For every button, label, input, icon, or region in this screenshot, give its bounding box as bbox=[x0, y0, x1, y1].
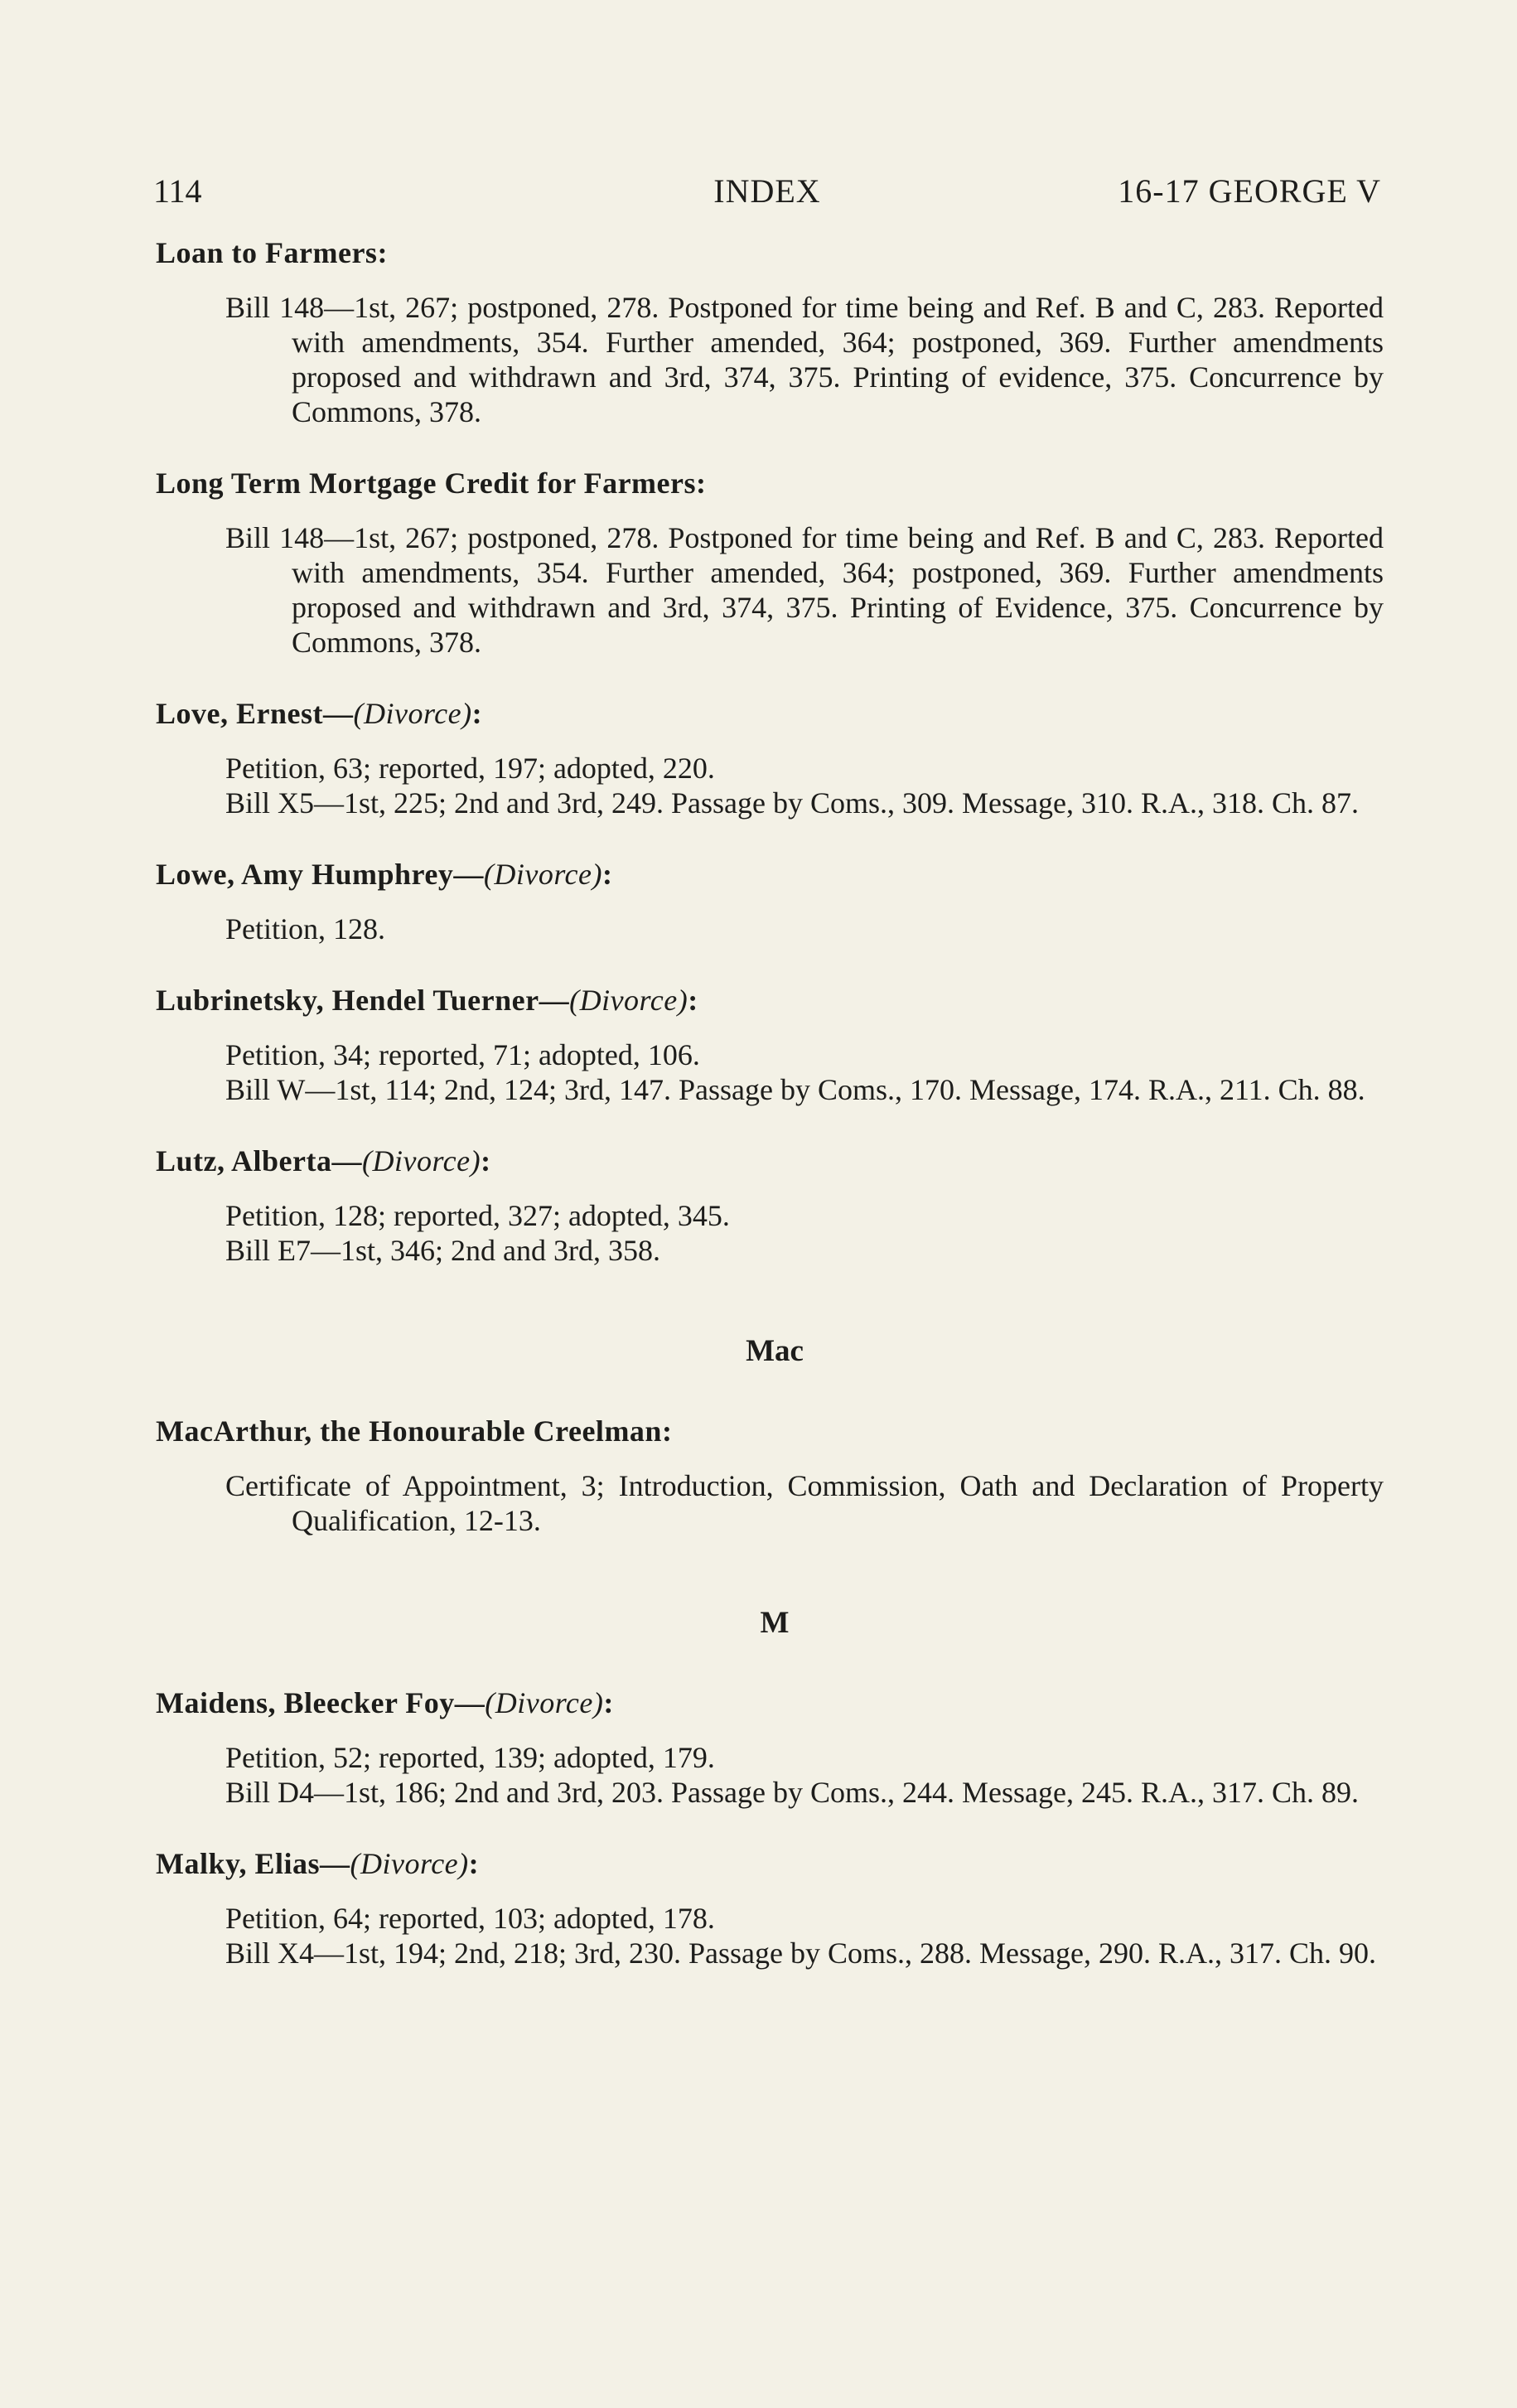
entry-colon: : bbox=[603, 1686, 614, 1719]
entry-heading bbox=[156, 694, 1384, 733]
entry-colon: : bbox=[471, 697, 483, 730]
entry-line: Bill X5—1st, 225; 2nd and 3rd, 249. Passage by Coms., 309. Message, 310. R.A., 318. Ch. 87. bbox=[225, 786, 1359, 820]
entry-heading bbox=[156, 1845, 1384, 1883]
entry-line: Petition, 128. bbox=[225, 912, 386, 945]
page-number: 114 bbox=[153, 172, 202, 210]
index-entry-maidens bbox=[141, 1684, 1384, 1810]
entry-line: Petition, 63; reported, 197; adopted, 220. bbox=[225, 752, 715, 785]
index-entry-macarthur bbox=[141, 1412, 1384, 1538]
entry-line: Bill W—1st, 114; 2nd, 124; 3rd, 147. Passage by Coms., 170. Message, 174. R.A., 211. Ch. 88. bbox=[225, 1073, 1365, 1106]
entry-qualifier: (Divorce) bbox=[485, 1686, 604, 1719]
entry-name: Maidens, Bleecker Foy— bbox=[156, 1686, 486, 1719]
entry-colon: : bbox=[601, 858, 613, 891]
entry-line: Bill 148—1st, 267; postponed, 278. Postponed for time being and Ref. B and C, 283. Reported with amendments, 354. Further amended, 364; postponed, 369. Further amendments proposed and withdrawn and 3rd, 374, 375. Printing of Evidence, 375. Concurrence by Commons, 378. bbox=[225, 521, 1384, 659]
entry-line: Bill D4—1st, 186; 2nd and 3rd, 203. Passage by Coms., 244. Message, 245. R.A., 317. Ch. 89. bbox=[225, 1776, 1359, 1809]
page-title: INDEX bbox=[713, 172, 821, 210]
entry-line: Petition, 34; reported, 71; adopted, 106. bbox=[225, 1038, 700, 1071]
running-head bbox=[153, 171, 1381, 212]
entry-colon: : bbox=[481, 1144, 491, 1177]
index-entry-loan-to-farmers bbox=[141, 234, 1384, 429]
entry-heading bbox=[156, 1684, 1384, 1722]
entry-heading: Loan to Farmers: bbox=[156, 236, 388, 269]
entry-colon: : bbox=[468, 1847, 480, 1880]
entry-heading bbox=[156, 1142, 1384, 1180]
entry-name: Lowe, Amy Humphrey— bbox=[156, 858, 484, 891]
entry-line: Bill E7—1st, 346; 2nd and 3rd, 358. bbox=[225, 1234, 660, 1267]
entry-heading bbox=[156, 981, 1384, 1019]
entry-line: Petition, 128; reported, 327; adopted, 345. bbox=[225, 1199, 730, 1232]
index-entry-lubrinetsky bbox=[141, 981, 1384, 1107]
session-label: 16-17 GEORGE V bbox=[1118, 172, 1381, 210]
index-entry-love bbox=[141, 694, 1384, 820]
entry-colon: : bbox=[688, 984, 698, 1017]
entry-qualifier: (Divorce) bbox=[353, 697, 472, 730]
entry-heading: Long Term Mortgage Credit for Farmers: bbox=[156, 467, 707, 500]
entry-line: Petition, 64; reported, 103; adopted, 178. bbox=[225, 1902, 715, 1935]
entry-name: Malky, Elias— bbox=[156, 1847, 350, 1880]
entry-qualifier: (Divorce) bbox=[350, 1847, 469, 1880]
entry-name: Lutz, Alberta— bbox=[156, 1144, 362, 1177]
entry-qualifier: (Divorce) bbox=[361, 1144, 481, 1177]
entry-heading: MacArthur, the Honourable Creelman: bbox=[156, 1414, 673, 1448]
index-body bbox=[141, 234, 1384, 1970]
index-entry-lowe bbox=[141, 855, 1384, 946]
entry-line: Bill X4—1st, 194; 2nd, 218; 3rd, 230. Passage by Coms., 288. Message, 290. R.A., 317. Ch. 90. bbox=[225, 1937, 1377, 1970]
section-heading-mac: Mac bbox=[746, 1334, 804, 1368]
entry-line: Bill 148—1st, 267; postponed, 278. Postponed for time being and Ref. B and C, 283. Reported with amendments, 354. Further amended, 364; postponed, 369. Further amendments proposed and withdrawn and 3rd, 374, 375. Printing of evidence, 375. Concurrence by Commons, 378. bbox=[225, 291, 1384, 428]
entry-name: Lubrinetsky, Hendel Tuerner— bbox=[156, 984, 570, 1017]
index-entry-malky bbox=[141, 1845, 1384, 1970]
entry-line: Certificate of Appointment, 3; Introduction, Commission, Oath and Declaration of Property Qualification, 12-13. bbox=[225, 1469, 1384, 1537]
entry-qualifier: (Divorce) bbox=[483, 858, 602, 891]
entry-line: Petition, 52; reported, 139; adopted, 179. bbox=[225, 1741, 715, 1774]
entry-heading bbox=[156, 855, 1384, 893]
entry-qualifier: (Divorce) bbox=[569, 984, 688, 1017]
section-heading-m: M bbox=[760, 1606, 790, 1640]
entry-name: Love, Ernest— bbox=[156, 697, 354, 730]
index-entry-long-term-mortgage bbox=[141, 464, 1384, 660]
index-entry-lutz bbox=[141, 1142, 1384, 1268]
